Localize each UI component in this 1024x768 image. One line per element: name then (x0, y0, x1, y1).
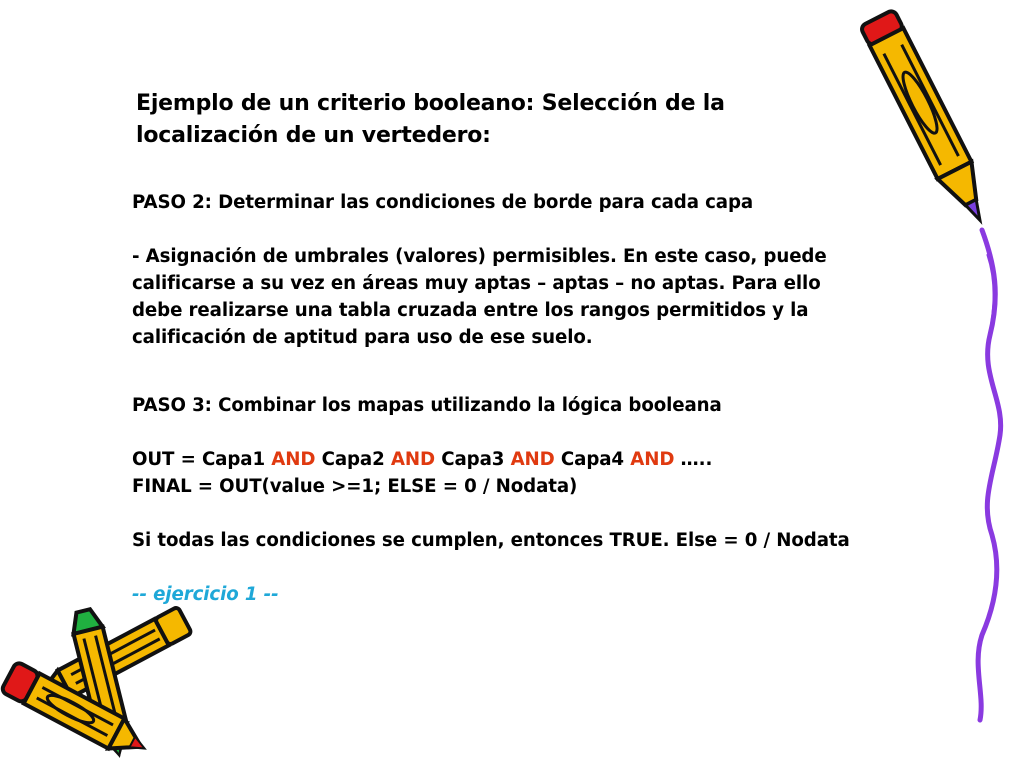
formula-ellipsis: ….. (674, 449, 713, 470)
and-keyword: AND (630, 449, 675, 470)
paso2-heading: PASO 2: Determinar las condiciones de borde para cada capa (132, 192, 754, 213)
title-line-1: Ejemplo de un criterio booleano: Selección de la (136, 91, 725, 116)
paso2-line-1: - Asignación de umbrales (valores) permisibles. En este caso, puede (132, 246, 827, 267)
formula-capa3: Capa3 (435, 449, 511, 470)
squiggle-line-icon (960, 225, 1015, 725)
crossed-pencils-icon (0, 600, 210, 765)
condition-text: Si todas las condiciones se cumplen, entonces TRUE. Else = 0 / Nodata (132, 530, 850, 551)
slide-title (136, 88, 776, 152)
paso2-line-4: calificación de aptitud para uso de ese suelo. (132, 327, 593, 348)
and-keyword: AND (390, 449, 436, 470)
title-line-2: localización de un vertedero: (136, 123, 491, 148)
formula-final: FINAL = OUT(value >=1; ELSE = 0 / Nodata) (132, 476, 578, 497)
slide-body (132, 189, 962, 608)
and-keyword: AND (271, 449, 316, 470)
formula-capa4: Capa4 (554, 449, 631, 470)
exercise-link[interactable]: -- ejercicio 1 -- (132, 584, 279, 605)
paso2-line-2: calificarse a su vez en áreas muy aptas – aptas – no aptas. Para ello (132, 273, 821, 294)
and-keyword: AND (510, 449, 555, 470)
formula-capa2: Capa2 (315, 449, 391, 470)
paso2-line-3: debe realizarse una tabla cruzada entre los rangos permitidos y la (132, 300, 809, 321)
pencil-top-right-icon (855, 0, 1005, 245)
formula-out-prefix: OUT = Capa1 (132, 449, 272, 470)
paso3-heading: PASO 3: Combinar los mapas utilizando la lógica booleana (132, 395, 722, 416)
formula-out (132, 446, 962, 473)
